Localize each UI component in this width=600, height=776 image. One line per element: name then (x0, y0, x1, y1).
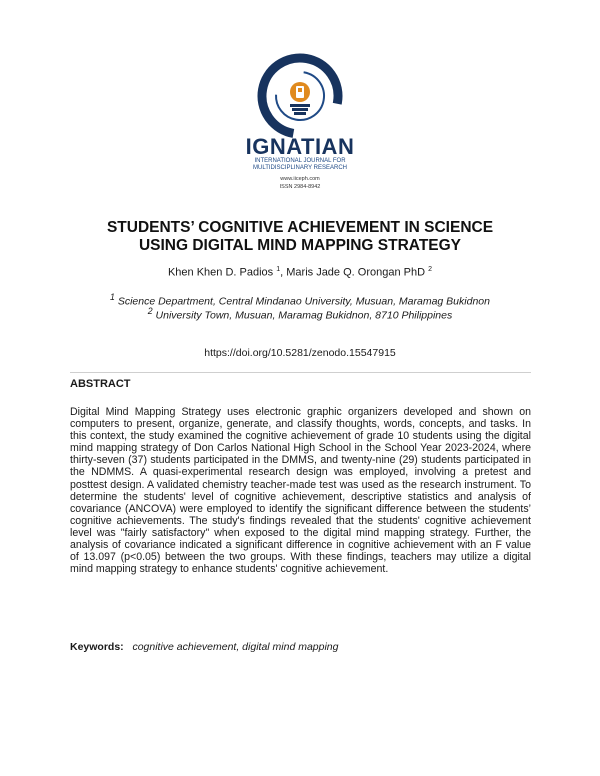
keywords (70, 641, 339, 653)
paper-title-line2: USING DIGITAL MIND MAPPING STRATEGY (138, 237, 462, 254)
paper-title-line1: STUDENTS’ COGNITIVE ACHIEVEMENT IN SCIENCE (106, 219, 494, 236)
journal-subtitle-line2: MULTIDISCIPLINARY RESEARCH (252, 165, 348, 171)
affiliation-2-text: University Town, Musuan, Maramag Bukidnon, 8710 Philippines (155, 309, 453, 322)
journal-subtitle-line1: INTERNATIONAL JOURNAL FOR (254, 158, 346, 164)
journal-website[interactable]: www.iiceph.com (280, 176, 320, 182)
affiliation-2-mark: 2 (147, 306, 153, 316)
journal-issn: ISSN 2984-8942 (279, 184, 321, 190)
abstract-heading: ABSTRACT (70, 378, 131, 390)
author-1-affiliation-mark: 1 (276, 266, 281, 273)
keywords-list: cognitive achievement, digital mind mapping (132, 641, 339, 653)
abstract-body: Digital Mind Mapping Strategy uses electronic graphic organizers developed and shown on computers to present, organize, generate, and classify thoughts, words, concepts, and tasks. In this context, the study examined the cognitive achievement of grade 10 students using the digital mind mapping strategy of Don Carlos National High School in the School Year 2023-2024, where thirty-seven (37) students participated in the DMMS, and twenty-nine (29) students participated in the NDMMS. A quasi-experimental research design was employed, involving a pretest and posttest design. A validated chemistry teacher-made test was used as the research instrument. To determine the students' level of cognitive achievement, descriptive statistics and analysis of covariance (ANCOVA) were employed to identify the significant difference between the students’ cognitive achievements. The study's findings revealed that the students' cognitive achievement level was "fairly satisfactory" when exposed to the digital mind mapping strategy. Further, the analysis of covariance indicated a significant difference in cognitive achievement with an F value of 13.097 (p<0.05) between the two groups. With these findings, teachers may utilize a digital mind mapping strategy to enhance students' cognitive achievement. (70, 406, 531, 576)
section-divider (70, 372, 531, 373)
author-1: Khen Khen D. Padios (167, 266, 274, 279)
author-2: Maris Jade Q. Orongan PhD (286, 266, 426, 279)
doi-link[interactable]: https://doi.org/10.5281/zenodo.15547915 (204, 347, 396, 359)
keywords-label: Keywords: (70, 641, 124, 653)
author-list (0, 266, 600, 279)
journal-logo (250, 52, 350, 144)
journal-name: IGNATIAN (245, 134, 355, 159)
journal-subtitle (0, 158, 600, 172)
affiliation-2 (0, 306, 600, 322)
affiliation-1-text: Science Department, Central Mindanao University, Musuan, Maramag Bukidnon (117, 295, 490, 308)
author-2-affiliation-mark: 2 (428, 266, 433, 273)
affiliation-1-mark: 1 (110, 292, 115, 302)
author-separator: , (280, 266, 284, 279)
paper-title (60, 219, 540, 255)
